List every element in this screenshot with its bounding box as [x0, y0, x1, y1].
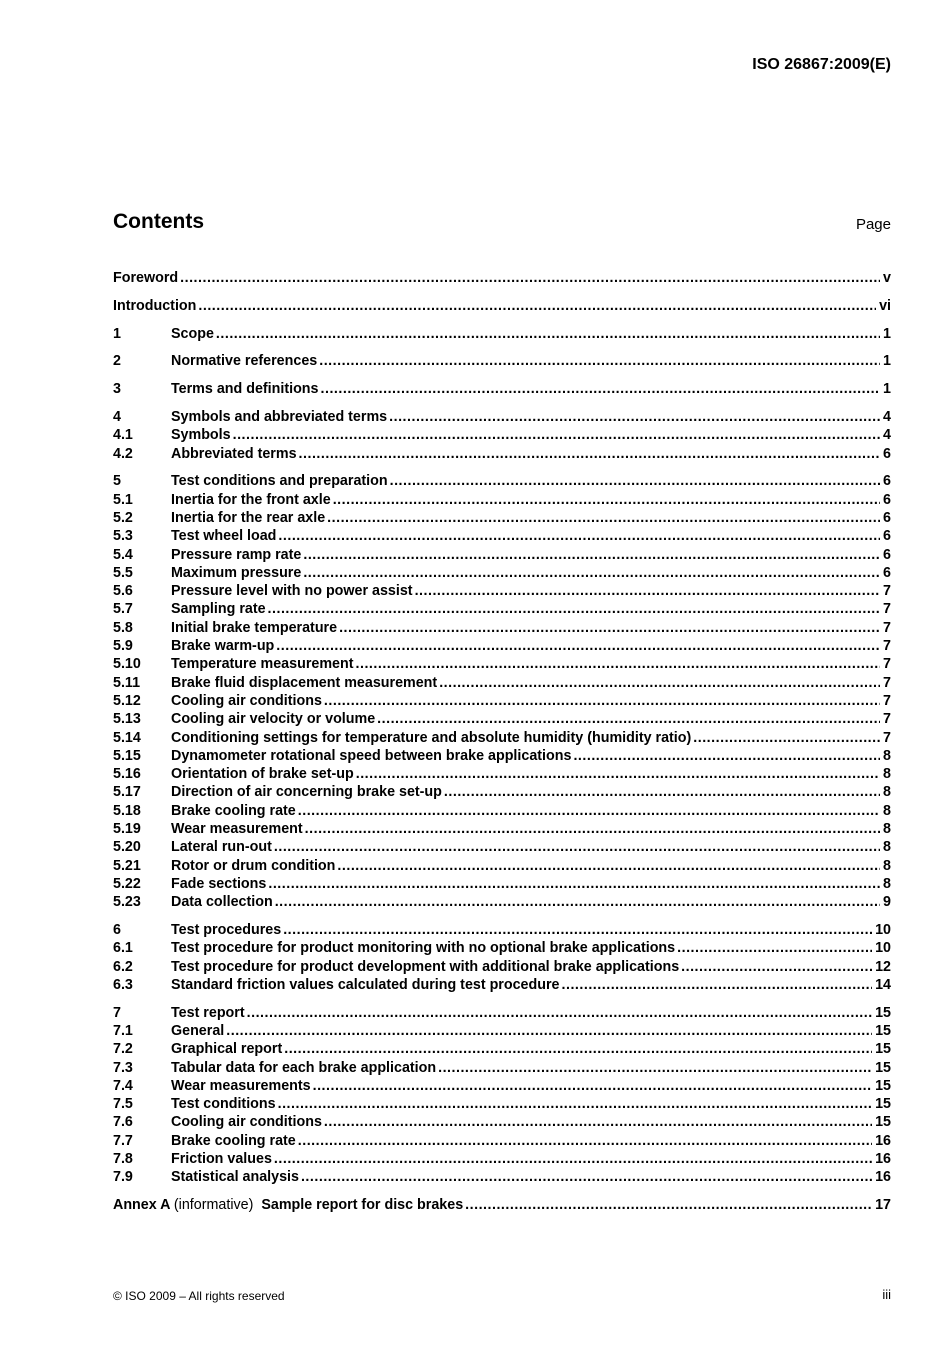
dot-leader — [562, 977, 873, 993]
toc-entry-number: 6.2 — [113, 958, 133, 975]
dot-leader — [303, 547, 880, 563]
dot-leader — [216, 326, 880, 342]
toc-entry-page: 6 — [883, 491, 891, 508]
toc-entry-number: 3 — [113, 381, 121, 398]
table-of-contents — [113, 270, 891, 1215]
dot-leader — [324, 1114, 872, 1130]
toc-entry-page: 1 — [883, 353, 891, 370]
toc-entry[interactable] — [113, 693, 891, 711]
toc-entry-page: 7 — [883, 601, 891, 618]
annex-title: Sample report for disc brakes — [261, 1197, 464, 1214]
toc-entry[interactable] — [113, 473, 891, 491]
toc-entry-title: Normative references — [171, 353, 318, 370]
toc-entry-number: 7.8 — [113, 1151, 133, 1168]
dot-leader — [377, 711, 880, 727]
toc-entry-page: 6 — [883, 528, 891, 545]
toc-entry-title: Brake cooling rate — [171, 1132, 296, 1149]
toc-entry-title: Dynamometer rotational speed between brake applications — [171, 747, 572, 764]
toc-entry-number: 1 — [113, 325, 121, 342]
toc-entry-number: 5.8 — [113, 619, 133, 636]
toc-entry[interactable] — [113, 583, 891, 601]
toc-entry-page: 8 — [883, 839, 891, 856]
dot-leader — [275, 894, 880, 910]
annex-qualifier: (informative) — [173, 1197, 254, 1214]
toc-entry[interactable] — [113, 730, 891, 748]
toc-entry[interactable] — [113, 601, 891, 619]
toc-entry-page: 8 — [883, 857, 891, 874]
toc-entry-number: 5.22 — [113, 875, 141, 892]
dot-leader — [274, 1151, 872, 1167]
dot-leader — [321, 381, 881, 397]
dot-leader — [305, 821, 880, 837]
toc-entry[interactable] — [113, 1169, 891, 1187]
toc-entry[interactable] — [113, 528, 891, 546]
copyright-notice: © ISO 2009 – All rights reserved — [113, 1289, 285, 1303]
dot-leader — [327, 510, 880, 526]
dot-leader — [298, 803, 880, 819]
toc-entry-number: 5.3 — [113, 528, 133, 545]
toc-entry-title: Symbols — [171, 427, 231, 444]
toc-entry-page: 1 — [883, 325, 891, 342]
toc-entry-title: Inertia for the front axle — [171, 491, 331, 508]
dot-leader — [303, 565, 880, 581]
toc-entry[interactable] — [113, 353, 891, 371]
dot-leader — [356, 656, 881, 672]
annex-title-group — [113, 1197, 463, 1213]
dot-leader — [233, 427, 880, 443]
toc-entry-page: 15 — [875, 1114, 891, 1131]
toc-entry-number: 5.14 — [113, 729, 141, 746]
toc-entry-page: vi — [879, 297, 891, 314]
toc-entry-title: Brake warm-up — [171, 638, 275, 655]
toc-entry[interactable] — [113, 326, 891, 344]
toc-entry-title: Cooling air conditions — [171, 1114, 322, 1131]
footer-page-number: iii — [882, 1287, 891, 1302]
dot-leader — [438, 1060, 872, 1076]
toc-entry-page: 7 — [883, 674, 891, 691]
dot-leader — [339, 620, 880, 636]
toc-entry[interactable] — [113, 784, 891, 802]
toc-entry[interactable] — [113, 711, 891, 729]
toc-entry[interactable] — [113, 1096, 891, 1114]
toc-entry-page: 14 — [875, 976, 891, 993]
toc-entry-title: Maximum pressure — [171, 564, 302, 581]
toc-entry-number: 5.12 — [113, 692, 141, 709]
dot-leader — [389, 409, 880, 425]
toc-entry-title: Rotor or drum condition — [171, 857, 336, 874]
toc-entry-page: 7 — [883, 729, 891, 746]
toc-entry-page: 4 — [883, 427, 891, 444]
toc-entry-page: v — [883, 270, 891, 286]
toc-entry-title: Test procedure for product development with additional brake applications — [171, 958, 680, 975]
contents-heading: Contents — [113, 210, 204, 233]
dot-leader — [677, 940, 872, 956]
toc-entry-page: 6 — [883, 445, 891, 462]
dot-leader — [390, 473, 880, 489]
toc-entry[interactable] — [113, 381, 891, 399]
toc-entry-number: 7.7 — [113, 1132, 133, 1149]
toc-entry[interactable] — [113, 620, 891, 638]
dot-leader — [247, 1005, 872, 1021]
dot-leader — [278, 1096, 873, 1112]
toc-entry-title: Fade sections — [171, 875, 267, 892]
toc-entry-title: Direction of air concerning brake set-up — [171, 784, 442, 801]
toc-entry-title: Abbreviated terms — [171, 445, 297, 462]
toc-entry-page: 16 — [875, 1132, 891, 1149]
dot-leader — [333, 492, 880, 508]
toc-entry[interactable] — [113, 839, 891, 857]
toc-entry-page: 15 — [875, 1041, 891, 1058]
toc-entry-title: Orientation of brake set-up — [171, 766, 354, 783]
toc-entry[interactable] — [113, 766, 891, 784]
toc-entry-title: General — [171, 1022, 225, 1039]
toc-entry[interactable] — [113, 446, 891, 464]
toc-entry-title: Friction values — [171, 1151, 272, 1168]
toc-entry-number: 7.1 — [113, 1022, 133, 1039]
toc-entry-number: 6 — [113, 922, 121, 938]
toc-entry-title: Statistical analysis — [171, 1169, 299, 1186]
toc-entry-number: 5.13 — [113, 711, 141, 728]
toc-entry-title: Test procedure for product monitoring with no optional brake applications — [171, 940, 676, 957]
annex-label: Annex A — [113, 1197, 170, 1214]
toc-entry-title: Introduction — [113, 297, 197, 314]
toc-entry[interactable] — [113, 858, 891, 876]
toc-entry-page: 16 — [875, 1151, 891, 1168]
dot-leader — [268, 601, 881, 617]
toc-entry-number: 2 — [113, 353, 121, 370]
toc-entry[interactable] — [113, 510, 891, 528]
toc-entry[interactable] — [113, 959, 891, 977]
dot-leader — [274, 839, 880, 855]
toc-entry-title: Standard friction values calculated during test procedure — [171, 976, 560, 993]
toc-entry[interactable] — [113, 748, 891, 766]
toc-entry[interactable] — [113, 298, 891, 316]
dot-leader — [324, 693, 880, 709]
toc-entry-page: 7 — [883, 638, 891, 655]
toc-entry-number: 5.9 — [113, 638, 133, 655]
toc-entry-page: 9 — [883, 894, 891, 911]
dot-leader — [299, 446, 881, 462]
toc-entry-number: 4 — [113, 408, 121, 425]
toc-entry-page: 8 — [883, 875, 891, 892]
toc-entry-page: 8 — [883, 747, 891, 764]
toc-entry-number: 7.3 — [113, 1059, 133, 1076]
dot-leader — [226, 1023, 872, 1039]
toc-entry[interactable] — [113, 894, 891, 912]
toc-entry[interactable] — [113, 409, 891, 427]
toc-entry-page: 8 — [883, 766, 891, 783]
toc-entry-number: 5.11 — [113, 674, 141, 691]
toc-entry-title: Brake cooling rate — [171, 802, 296, 819]
toc-entry-title: Pressure level with no power assist — [171, 583, 413, 600]
toc-entry-number: 5 — [113, 473, 121, 490]
toc-entry-number: 5.21 — [113, 857, 141, 874]
toc-entry-page: 7 — [883, 583, 891, 600]
toc-entry-title: Wear measurement — [171, 821, 303, 838]
toc-entry-title: Data collection — [171, 894, 273, 911]
toc-entry-title: Brake fluid displacement measurement — [171, 674, 438, 691]
toc-entry-number: 5.1 — [113, 491, 133, 508]
toc-entry[interactable] — [113, 675, 891, 693]
toc-entry-title: Symbols and abbreviated terms — [171, 408, 388, 425]
dot-leader — [356, 766, 880, 782]
toc-entry-number: 5.16 — [113, 766, 141, 783]
toc-entry-page: 6 — [883, 509, 891, 526]
toc-entry-page: 6 — [883, 564, 891, 581]
toc-entry-title: Terms and definitions — [171, 381, 319, 398]
toc-entry-number: 5.5 — [113, 564, 133, 581]
toc-entry[interactable] — [113, 565, 891, 583]
toc-entry[interactable] — [113, 977, 891, 995]
dot-leader — [180, 270, 880, 286]
toc-entry-number: 5.23 — [113, 894, 141, 911]
toc-entry-number: 4.2 — [113, 445, 133, 462]
dot-leader — [313, 1078, 872, 1094]
dot-leader — [319, 353, 880, 369]
toc-entry-annex-a[interactable] — [113, 1197, 891, 1215]
toc-entry-number: 7.9 — [113, 1169, 133, 1186]
toc-entry-page: 15 — [875, 1096, 891, 1113]
toc-entry-number: 4.1 — [113, 427, 133, 444]
dot-leader — [444, 784, 880, 800]
toc-entry-page: 6 — [883, 473, 891, 490]
toc-entry[interactable] — [113, 1133, 891, 1151]
page-column-label: Page — [855, 216, 891, 233]
toc-entry-page: 15 — [875, 1004, 891, 1021]
dot-leader — [337, 858, 880, 874]
toc-entry[interactable] — [113, 1114, 891, 1132]
toc-entry-number: 7.4 — [113, 1077, 133, 1094]
toc-entry-title: Cooling air velocity or volume — [171, 711, 376, 728]
toc-entry[interactable] — [113, 876, 891, 894]
toc-entry-title: Graphical report — [171, 1041, 283, 1058]
toc-entry-number: 5.6 — [113, 583, 133, 600]
toc-entry-title: Inertia for the rear axle — [171, 509, 326, 526]
toc-entry-page: 16 — [875, 1169, 891, 1186]
toc-entry-title: Test conditions — [171, 1096, 276, 1113]
toc-entry-number: 7.6 — [113, 1114, 133, 1131]
toc-entry-page: 12 — [875, 958, 891, 975]
toc-entry-page: 7 — [883, 711, 891, 728]
toc-entry-page: 8 — [883, 802, 891, 819]
toc-entry-title: Temperature measurement — [171, 656, 354, 673]
dot-leader — [298, 1133, 872, 1149]
toc-entry-number: 5.15 — [113, 747, 141, 764]
toc-entry[interactable] — [113, 656, 891, 674]
document-id: ISO 26867:2009(E) — [752, 56, 891, 73]
toc-entry[interactable] — [113, 821, 891, 839]
toc-entry[interactable] — [113, 492, 891, 510]
dot-leader — [276, 638, 880, 654]
toc-entry-page: 7 — [883, 656, 891, 673]
toc-entry-title: Lateral run-out — [171, 839, 272, 856]
toc-entry[interactable] — [113, 638, 891, 656]
toc-entry[interactable] — [113, 922, 891, 940]
dot-leader — [301, 1169, 872, 1185]
toc-entry-title: Wear measurements — [171, 1077, 311, 1094]
toc-entry[interactable] — [113, 547, 891, 565]
toc-entry-title: Test wheel load — [171, 528, 277, 545]
toc-entry-page: 1 — [883, 381, 891, 398]
toc-entry-title: Foreword — [113, 270, 179, 286]
toc-entry[interactable] — [113, 803, 891, 821]
dot-leader — [268, 876, 880, 892]
toc-entry-title: Tabular data for each brake application — [171, 1059, 437, 1076]
toc-entry-page: 15 — [875, 1059, 891, 1076]
toc-entry-title: Test report — [171, 1004, 245, 1021]
toc-entry-number: 5.18 — [113, 802, 141, 819]
toc-entry-title: Scope — [171, 325, 214, 342]
toc-entry-page: 10 — [875, 922, 891, 938]
toc-entry[interactable] — [113, 1023, 891, 1041]
toc-entry-page: 4 — [883, 408, 891, 425]
toc-entry-number: 5.2 — [113, 509, 133, 526]
dot-leader — [283, 922, 872, 938]
dot-leader — [681, 959, 872, 975]
toc-entry-number: 7.2 — [113, 1041, 133, 1058]
dot-leader — [573, 748, 880, 764]
toc-entry-number: 6.3 — [113, 976, 133, 993]
toc-entry-number: 5.19 — [113, 821, 141, 838]
toc-entry-page: 15 — [875, 1077, 891, 1094]
dot-leader — [439, 675, 880, 691]
toc-entry[interactable] — [113, 1041, 891, 1059]
toc-entry-number: 6.1 — [113, 940, 133, 957]
toc-entry[interactable] — [113, 1151, 891, 1169]
toc-entry-page: 15 — [875, 1022, 891, 1039]
toc-entry-number: 7.5 — [113, 1096, 133, 1113]
toc-entry-number: 5.4 — [113, 546, 133, 563]
toc-entry[interactable] — [113, 270, 891, 288]
toc-entry[interactable] — [113, 427, 891, 445]
dot-leader — [415, 583, 880, 599]
toc-entry-page: 6 — [883, 546, 891, 563]
toc-entry-title: Cooling air conditions — [171, 692, 322, 709]
toc-entry-number: 5.20 — [113, 839, 141, 856]
toc-entry[interactable] — [113, 1078, 891, 1096]
toc-entry-page: 7 — [883, 619, 891, 636]
toc-entry-number: 7 — [113, 1004, 121, 1021]
toc-entry-title: Sampling rate — [171, 601, 266, 618]
toc-entry-number: 5.7 — [113, 601, 133, 618]
toc-entry-title: Initial brake temperature — [171, 619, 338, 636]
toc-entry[interactable] — [113, 940, 891, 958]
toc-entry-number: 5.17 — [113, 784, 141, 801]
toc-entry-page: 7 — [883, 692, 891, 709]
dot-leader — [693, 730, 880, 746]
toc-entry-page: 10 — [875, 940, 891, 957]
toc-entry-title: Test procedures — [171, 922, 282, 938]
dot-leader — [465, 1197, 872, 1213]
dot-leader — [284, 1041, 872, 1057]
toc-entry[interactable] — [113, 1060, 891, 1078]
dot-leader — [278, 528, 880, 544]
toc-entry-page: 8 — [883, 784, 891, 801]
toc-entry-number: 5.10 — [113, 656, 141, 673]
dot-leader — [198, 298, 876, 314]
toc-entry-title: Conditioning settings for temperature and absolute humidity (humidity ratio) — [171, 729, 692, 746]
toc-entry-page: 17 — [875, 1197, 891, 1214]
toc-entry-page: 8 — [883, 821, 891, 838]
toc-entry-title: Pressure ramp rate — [171, 546, 302, 563]
toc-entry[interactable] — [113, 1005, 891, 1023]
toc-entry-title: Test conditions and preparation — [171, 473, 388, 490]
